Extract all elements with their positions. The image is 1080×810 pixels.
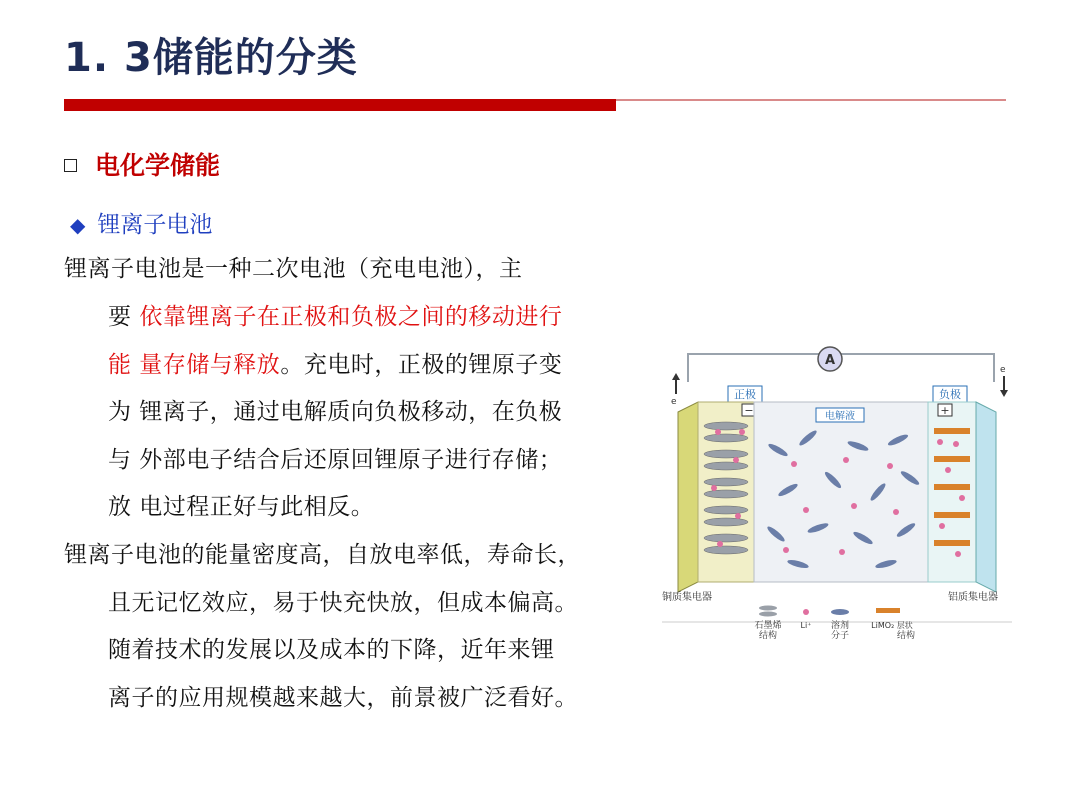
section-heading xyxy=(64,146,220,182)
page-title: 1. 3储能的分类 xyxy=(64,35,358,81)
legend-li: Li⁺ xyxy=(800,621,812,630)
legend-solvent-1: 溶剂 xyxy=(830,621,850,631)
copper-collector xyxy=(678,402,698,592)
para1-line6: 放 电过程正好与此相反。 xyxy=(108,494,375,520)
electron-label-left: e xyxy=(671,397,677,407)
para1-line2 xyxy=(108,298,562,331)
para1-line5: 与 外部电子结合后还原回锂原子进行存储； xyxy=(108,447,563,473)
para1-line2-text: 要 xyxy=(108,304,140,330)
para1-line1: 锂离子电池是一种二次电池（充电电池），主 xyxy=(64,256,523,282)
para2-line2: 且无记忆效应，易于快充快放，但成本偏高。 xyxy=(108,590,578,616)
aluminium-collector xyxy=(976,402,996,592)
battery-diagram xyxy=(658,342,1016,644)
legend-limo-1: LiMO₂ 层状 xyxy=(871,621,913,630)
right-collector-label: 铝质集电器 xyxy=(948,592,998,603)
electrolyte-region xyxy=(754,402,928,582)
legend-graphite-1: 石墨烯 xyxy=(754,621,782,631)
legend-solvent-2: 分子 xyxy=(830,631,850,641)
subsection-heading xyxy=(70,206,212,239)
section-label: 电化学储能 xyxy=(95,151,221,180)
plus-sign: + xyxy=(940,404,950,417)
para1-line3 xyxy=(108,346,562,379)
left-collector-label: 铜质集电器 xyxy=(662,592,712,603)
legend-limo-2: 结构 xyxy=(896,631,916,641)
para1-line3-text: 。充电时，正极的锂原子变 xyxy=(280,352,563,378)
para2-line1: 锂离子电池的能量密度高，自放电率低，寿命长， xyxy=(64,542,581,568)
electrolyte-label: 电解液 xyxy=(825,411,855,422)
positive-label: 正极 xyxy=(734,388,756,401)
para2-line3: 随着技术的发展以及成本的下降，近年来锂 xyxy=(108,637,555,663)
highlight-text: 依靠锂离子在正极和负极之间的移动进行 xyxy=(139,304,563,330)
negative-label: 负极 xyxy=(939,388,961,401)
ammeter-label: A xyxy=(824,353,836,368)
square-bullet-icon xyxy=(64,159,77,172)
para2-line4: 离子的应用规模越来越大，前景被广泛看好。 xyxy=(108,685,578,711)
highlight-text-2: 能 量存储与释放 xyxy=(108,352,281,378)
title-rule-thick xyxy=(64,99,616,111)
subsection-label: 锂离子电池 xyxy=(97,212,213,238)
legend-graphite-2: 结构 xyxy=(758,631,778,641)
para1-line4: 为 锂离子，通过电解质向负极移动，在负极 xyxy=(108,399,563,425)
title-rule-thin xyxy=(616,99,1006,101)
diamond-bullet-icon: ◆ xyxy=(70,213,86,237)
electron-label-right: e xyxy=(1000,365,1006,375)
minus-sign: − xyxy=(744,404,754,417)
